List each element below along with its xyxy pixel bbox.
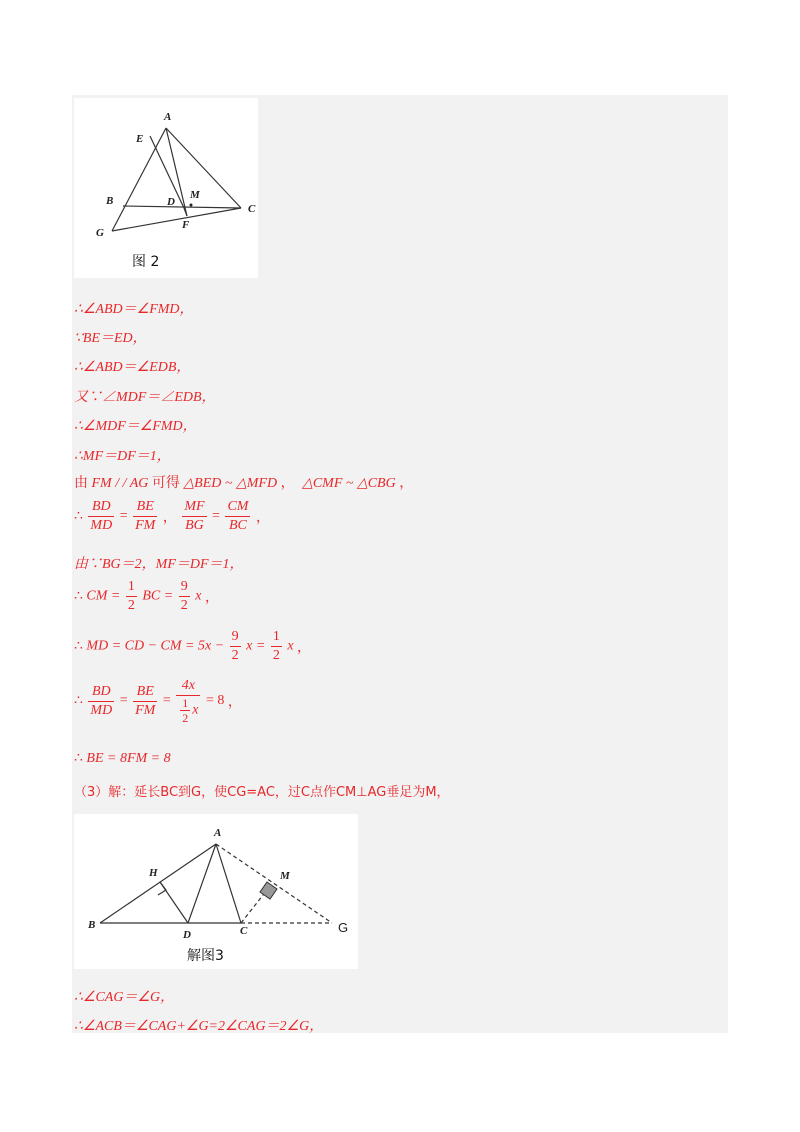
- text-you: 由: [74, 475, 88, 491]
- comma: ，: [297, 640, 312, 656]
- numerator: 4x: [176, 677, 200, 696]
- label-G: G: [338, 920, 349, 935]
- denominator: MD: [90, 518, 113, 533]
- proof-line-7: [74, 472, 413, 492]
- therefore-symbol: ∴: [74, 509, 83, 524]
- proof-line-1: ∴∠ABD＝∠FMD，: [74, 302, 194, 317]
- denominator: BC: [229, 518, 247, 533]
- label-G: G: [96, 227, 104, 239]
- denominator: MD: [90, 702, 113, 718]
- label-M: M: [280, 870, 290, 882]
- denominator: 2: [182, 711, 189, 725]
- numerator: BD: [88, 498, 114, 517]
- proof-line-11: [74, 628, 311, 665]
- label-A: A: [164, 111, 172, 123]
- figure-2: [74, 98, 258, 278]
- part-3-heading: （3）解：延长BC到G，使CG=AC，过C点作CM⊥AG垂足为M，: [74, 785, 450, 800]
- proof-line-13: [74, 750, 171, 767]
- label-D: D: [183, 929, 191, 941]
- var-x: x: [195, 588, 202, 604]
- fraction-one-half: [271, 628, 282, 665]
- numerator: 9: [179, 578, 190, 597]
- comma: ，: [255, 510, 270, 526]
- denominator: [176, 696, 200, 725]
- denominator: FM: [135, 702, 156, 718]
- denominator: 2: [272, 648, 280, 663]
- label-E: E: [136, 133, 144, 145]
- fraction-nine-half: [230, 628, 241, 665]
- expr-similar-2: △CMF ~ △CBG: [302, 476, 396, 491]
- therefore-symbol: ∴: [74, 589, 83, 604]
- proof-line-4: 又∵∠MDF＝∠EDB，: [74, 390, 216, 405]
- expr-md: MD = CD − CM = 5x −: [86, 638, 225, 654]
- figure-3-caption: 解图3: [187, 948, 224, 964]
- segment-BA: [100, 844, 216, 923]
- label-M: M: [190, 189, 200, 201]
- figure-2-caption: 图 2: [132, 254, 160, 270]
- figure-2-diagram: [74, 98, 258, 278]
- fraction-bd-md: [88, 498, 114, 535]
- fraction-one-half: [180, 696, 190, 725]
- numerator: CM: [225, 498, 250, 517]
- numerator: MF: [182, 498, 206, 517]
- therefore-symbol: ∴: [74, 639, 83, 654]
- label-C: C: [248, 203, 256, 215]
- figure-3-diagram: [74, 814, 358, 969]
- label-F: F: [182, 219, 190, 231]
- fraction-cm-bc: [225, 498, 250, 535]
- fraction-mf-bg: [182, 498, 206, 535]
- comma: ，: [280, 476, 295, 491]
- proof-line-2: ∵BE＝ED，: [74, 331, 147, 346]
- segment-AD: [188, 844, 216, 923]
- therefore-symbol: ∴: [74, 751, 83, 766]
- numerator: BE: [133, 498, 157, 517]
- numerator: 1: [271, 628, 282, 647]
- segment-AC: [166, 128, 241, 208]
- comma: ，: [204, 590, 219, 606]
- proof-line-5: ∴∠MDF＝∠FMD，: [74, 419, 197, 434]
- label-H: H: [149, 867, 158, 879]
- text-kede: 可得: [151, 475, 180, 491]
- fraction-4x-halfx: [176, 677, 200, 725]
- segment-GC: [112, 208, 241, 231]
- label-C: C: [240, 925, 248, 937]
- expr-be: BE = 8FM = 8: [86, 751, 171, 766]
- figure-3: [74, 814, 358, 969]
- fraction-bd-md: [88, 683, 114, 720]
- fraction-one-half: [126, 578, 137, 615]
- proof-line-6: ∴MF＝DF＝1，: [74, 449, 171, 464]
- expr-bc: BC =: [142, 588, 174, 604]
- equals: =: [212, 508, 220, 524]
- fraction-be-fm: [133, 498, 157, 535]
- fraction-nine-half: [179, 578, 190, 615]
- expr-cm: CM =: [86, 588, 121, 604]
- comma: ，: [227, 695, 242, 710]
- label-A: A: [214, 827, 222, 839]
- segment-BC: [123, 206, 241, 208]
- comma: ，: [162, 510, 177, 526]
- proof-line-12: [74, 677, 242, 725]
- therefore-symbol: ∴: [74, 693, 83, 709]
- proof-line-10: [74, 578, 219, 615]
- var-x: x: [287, 638, 294, 654]
- proof-line-9: 由∵BG＝2，MF＝DF＝1，: [74, 557, 244, 572]
- point-M: [190, 204, 193, 207]
- numerator: BE: [133, 683, 157, 702]
- proof-line-14: ∴∠CAG＝∠G，: [74, 990, 175, 1005]
- numerator: 1: [126, 578, 137, 597]
- numerator: BD: [88, 683, 114, 702]
- numerator: 9: [230, 628, 241, 647]
- denominator: 2: [127, 598, 135, 613]
- right-angle-M: [260, 882, 277, 899]
- equals: =: [119, 508, 128, 524]
- expr-eq-8: = 8: [205, 693, 225, 708]
- expr-similar-1: △BED ~ △MFD: [183, 476, 278, 491]
- label-B: B: [106, 195, 114, 207]
- proof-line-3: ∴∠ABD＝∠EDB，: [74, 360, 191, 375]
- expr-x-eq: x =: [246, 638, 266, 654]
- proof-line-8: [74, 498, 270, 535]
- label-B: B: [88, 919, 96, 931]
- denominator: 2: [231, 648, 239, 663]
- label-D: D: [167, 196, 175, 208]
- expr-fm-parallel-ag: FM / / AG: [91, 476, 149, 491]
- equals: =: [119, 693, 128, 708]
- comma: ，: [399, 476, 414, 491]
- denominator: BG: [185, 518, 204, 533]
- numerator: 1: [182, 696, 189, 710]
- fraction-be-fm: [133, 683, 157, 720]
- proof-line-15: ∴∠ACB＝∠CAG+∠G=2∠CAG＝2∠G，: [74, 1019, 324, 1034]
- denominator: 2: [180, 598, 188, 613]
- right-angle-H: [158, 882, 166, 895]
- denominator: FM: [135, 518, 156, 533]
- var-x: x: [192, 702, 199, 718]
- segment-AC: [216, 844, 241, 923]
- segment-AG: [216, 844, 332, 923]
- equals: =: [162, 693, 171, 708]
